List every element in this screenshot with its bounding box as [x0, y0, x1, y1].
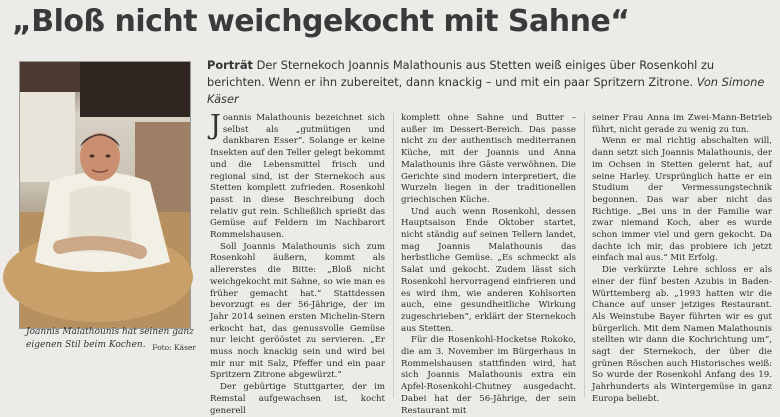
paragraph	[210, 110, 385, 242]
paragraph: Soll Joannis Malathounis sich zum Rosenkohl äußern, kommt als allererstes die Bitte: „Bloß nicht weichgekocht mit Sahne, so wie man es früher gemacht hat.“ Stattdessen bevorzugt es der 56-Jährige, der im Jahr 2014 seinen ersten Michelin-Stern erkocht hat, das genussvolle Gemüse nur leicht gerööstet zu servieren. „Er muss noch knackig sein und wird bei mir nur mit Salz, Pfeffer und ein paar Spritzern Zitrone abgewürzt.“	[210, 241, 385, 381]
article-lead	[207, 57, 772, 108]
caption-text: Joannis Malathounis hat seinen ganz eigenen Stil beim Kochen.	[26, 327, 194, 350]
drop-cap: J	[210, 110, 221, 141]
lead-kicker: Porträt	[207, 58, 253, 72]
paragraph: Die verkürzte Lehre schloss er als einer der fünf besten Azubis in Baden-Württemberg ab. „1993 hatten wir die Chance auf unser jetziges Restaurant. Als Weinstube Bayer führten wir es gut bürgerlich. Mit dem Namen Malathounis stellten wir dann die Kochrichtung um“, sagt der Sternekoch, der über die grünen Röschen auch Historisches weiß: So wurde der Rosenkohl Anfang des 19. Jahrhunderts als Wintergemüse in ganz Europa beliebt.	[592, 265, 772, 404]
lead-author: Von Simone Käser	[207, 75, 765, 106]
paragraph: seiner Frau Anna im Zwei-Mann-Betrieb führt, nicht gerade zu wenig zu tun.	[592, 113, 772, 135]
paragraph: Der gebürtige Stuttgarter, der im Remstal aufgewachsen ist, kocht generell	[210, 382, 385, 416]
lead-text: Der Sternekoch Joannis Malathounis aus Stetten weiß einiges über Rosenkohl zu berichten. Wenn er ihn zubereitet, dann knackig – und mit ein paar Spritzern Zitrone.	[207, 58, 715, 89]
paragraph: Wenn er mal richtig abschalten will, dann setzt sich Joannis Malathounis, der im Ochsen in Stetten gelernt hat, auf seine Harley. Ursprünglich hatte er ein Studium der Vermessungstechnik begonnen. Das war aber nicht das Richtige. „Bei uns in der Familie war zwar niemand Koch, aber es wurde schon immer viel und gern gekocht. Da dachte ich mir, das probiere ich jetzt einfach mal aus.“ Mit Erfolg.	[592, 136, 772, 264]
body-column-2	[401, 113, 576, 416]
photo-caption	[26, 326, 196, 354]
body-column-3	[592, 113, 772, 403]
chef-illustration	[20, 62, 190, 328]
paragraph: Für die Rosenkohl-Hocketse Rokoko, die am 3. November im Bürgerhaus in Rommelshausen stattfinden wird, hat sich Joannis Malathounis extra ein Apfel-Rosenkohl-Chutney ausgedacht. Dabei hat der 56-Jährige, der sein Restaurant mit	[401, 335, 576, 416]
body-column-1	[210, 110, 385, 416]
article-headline: „Bloß nicht weichgekocht mit Sahne“	[12, 4, 630, 39]
chef-photo	[19, 61, 191, 329]
column-divider	[584, 113, 585, 398]
paragraph: Und auch wenn Rosenkohl, dessen Hauptsaison Ende Oktober startet, nicht ständig auf seinen Tellern landet, mag Joannis Malathounis das herbstliche Gemüse. „Es schmeckt als Salat und gekocht. Zudem lässt sich Rosenkohl hervorragend einfrieren und es wird ihm, wie anderen Kohlsorten auch, eine gesundheitliche Wirkung zugeschrieben“, erklärt der Sternekoch aus Stetten.	[401, 206, 576, 334]
photo-credit: Foto: Käser	[152, 343, 196, 352]
column-divider	[393, 113, 394, 398]
paragraph: komplett ohne Sahne und Butter – außer im Dessert-Bereich. Das passe nicht zu der authentisch mediterranen Küche, mit der Joannis und Anna Malathounis ihre Gäste verwöhnen. Die Gerichte sind modern interpretiert, die Wurzeln liegen in der traditionellen griechischen Küche.	[401, 113, 576, 205]
paragraph-text: oannis Malathounis bezeichnet sich selbst als „gutmütigen und dankbaren Esser“. Solange er keine Insekten auf den Teller gelegt bekommt und die Lebensmittel frisch und regional sind, ist der Sternekoch aus Stetten komplett zufrieden. Rosenkohl passt in diese Beschreibung doch relativ gut rein. Schließlich sprießt das Gemüse auf Feldern im Nachbarort Rommelshausen.	[210, 113, 385, 241]
